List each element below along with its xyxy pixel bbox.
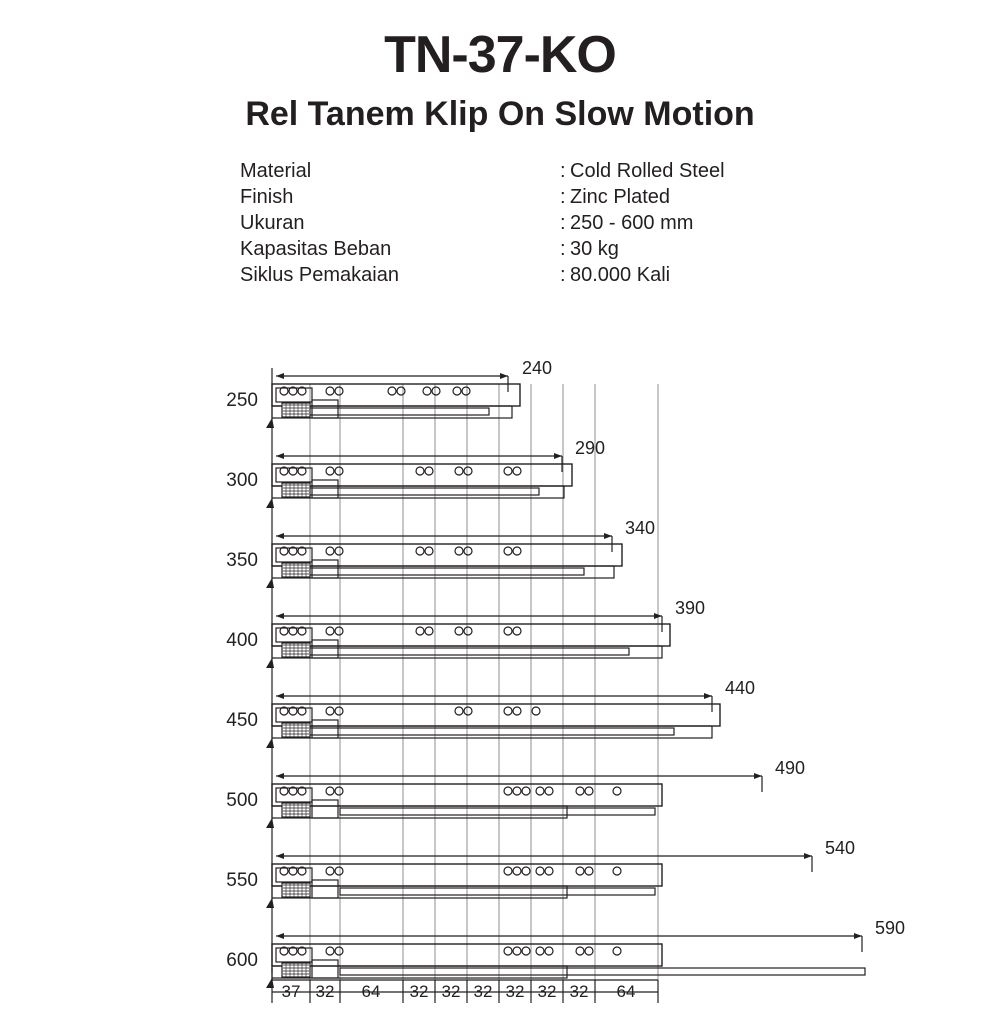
row-size-label: 250 — [226, 390, 258, 411]
page-subtitle: Rel Tanem Klip On Slow Motion — [245, 94, 755, 133]
bottom-dimension-label: 32 — [473, 982, 493, 1001]
row-dimension-label: 490 — [775, 758, 806, 778]
slide-length-diagram — [0, 348, 1000, 1028]
spec-list — [240, 158, 1000, 288]
spec-value: 30 kg — [570, 238, 619, 261]
spec-colon: : — [560, 264, 566, 287]
spec-row — [240, 184, 1000, 210]
bottom-dimension-label: 32 — [505, 982, 525, 1001]
spec-row — [240, 236, 1000, 262]
bottom-dimension-label: 32 — [409, 982, 429, 1001]
spec-row — [240, 210, 1000, 236]
spec-row — [240, 262, 1000, 288]
bottom-dimension-label: 32 — [569, 982, 589, 1001]
row-dimension-label: 240 — [522, 358, 553, 378]
page-title: TN-37-KO — [384, 26, 616, 84]
spec-colon: : — [560, 160, 566, 183]
bottom-dimension-label: 32 — [315, 982, 335, 1001]
row-dimension-label: 440 — [725, 678, 756, 698]
row-size-label: 450 — [226, 710, 258, 731]
row-size-label: 350 — [226, 550, 258, 571]
spec-label: Siklus Pemakaian — [240, 264, 399, 287]
row-size-label: 600 — [226, 950, 258, 971]
spec-label: Kapasitas Beban — [240, 238, 392, 261]
spec-value: 80.000 Kali — [570, 264, 671, 287]
row-dimension-label: 290 — [575, 438, 606, 458]
row-dimension-label: 590 — [875, 918, 906, 938]
spec-value: Cold Rolled Steel — [570, 160, 725, 183]
bottom-dimension-label: 32 — [537, 982, 557, 1001]
bottom-dimension-label: 64 — [361, 982, 381, 1001]
row-dimension-label: 540 — [825, 838, 856, 858]
spec-colon: : — [560, 186, 566, 209]
spec-colon: : — [560, 212, 566, 235]
row-size-label: 300 — [226, 470, 258, 491]
spec-label: Material — [240, 160, 312, 183]
row-size-label: 500 — [226, 790, 258, 811]
diagram-svg — [0, 348, 1000, 1028]
row-dimension-label: 390 — [675, 598, 706, 618]
spec-value: Zinc Plated — [570, 186, 671, 209]
spec-label: Ukuran — [240, 212, 305, 235]
spec-row — [240, 158, 1000, 184]
bottom-dimension-label: 32 — [441, 982, 461, 1001]
spec-colon: : — [560, 238, 566, 261]
row-dimension-label: 340 — [625, 518, 656, 538]
spec-label: Finish — [240, 186, 294, 209]
row-size-label: 400 — [226, 630, 258, 651]
row-size-label: 550 — [226, 870, 258, 891]
bottom-dimension-label: 37 — [281, 982, 301, 1001]
bottom-dimension-label: 64 — [616, 982, 636, 1001]
spec-value: 250 - 600 mm — [570, 212, 694, 235]
